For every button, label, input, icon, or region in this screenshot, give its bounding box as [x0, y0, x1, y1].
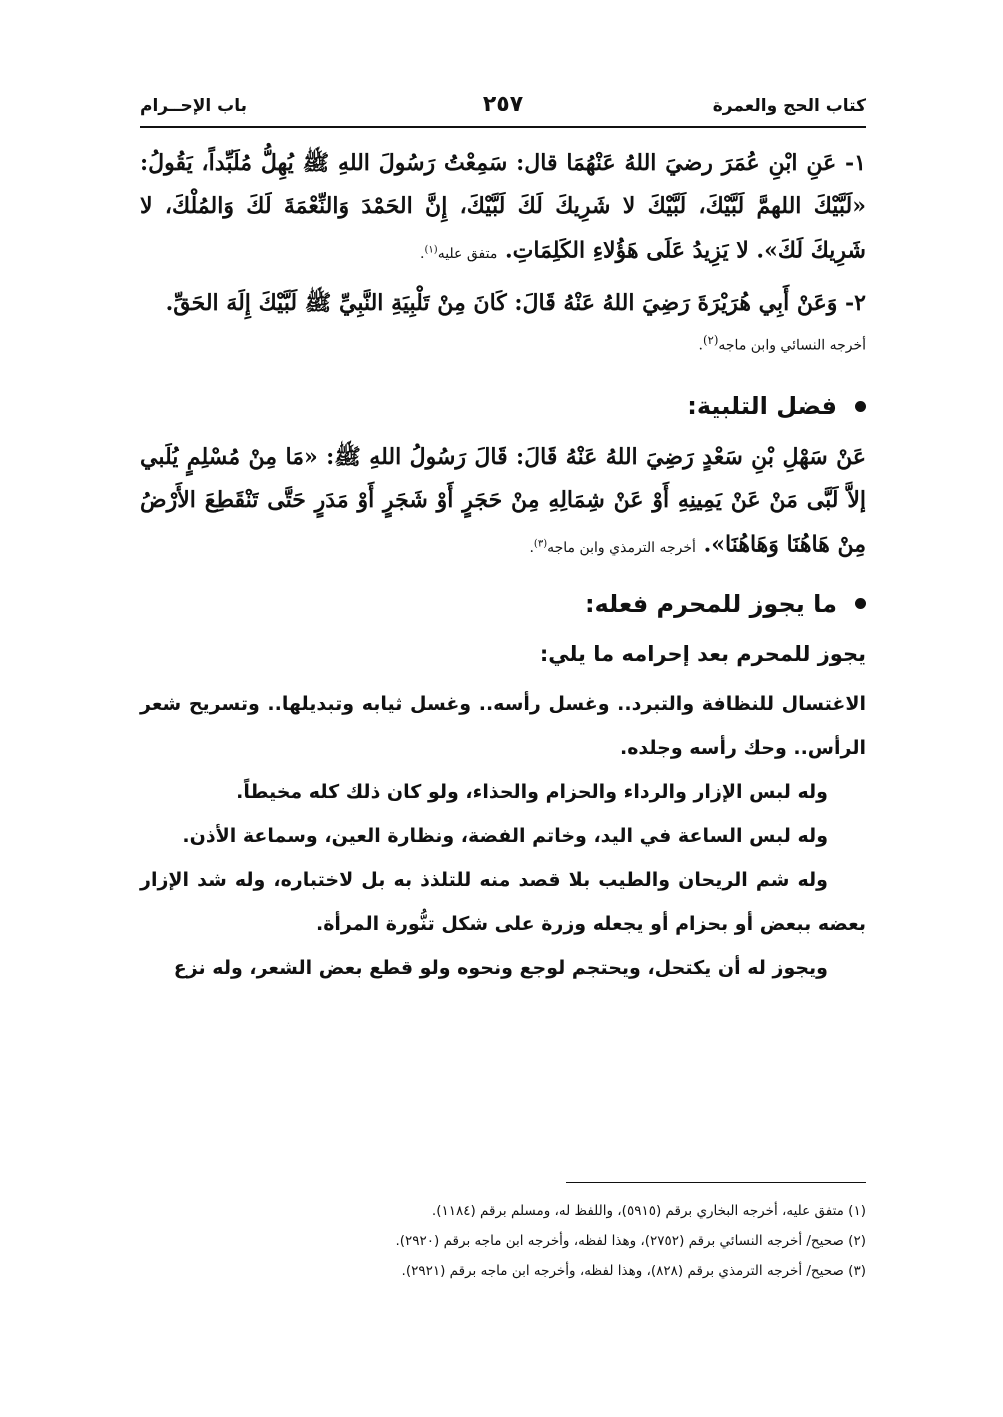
hadith-3	[140, 436, 866, 570]
paragraph-4: وله شم الريحان والطيب بلا قصد منه للتلذذ به بل لاختباره، وله شد الإزار بعضه ببعض أو بحزام أو يجعله وزرة على شكل تنُّورة المرأة.	[140, 868, 866, 935]
footnote-mark-2[interactable]: (٢)	[703, 332, 719, 347]
hadith-1-ref: متفق عليه$^{(١)}$.	[420, 244, 498, 262]
bullet-icon	[855, 598, 866, 609]
hadith-2-ref: أخرجه النسائي وابن ماجه$^{(٢)}$.	[698, 332, 866, 354]
footnotes	[140, 1196, 866, 1286]
book-title: كتاب الحج والعمرة	[712, 96, 866, 116]
hadith-1	[140, 142, 866, 276]
section-subtitle: يجوز للمحرم بعد إحرامه ما يلي:	[539, 641, 866, 666]
footnote-3: (٣) صحيح/ أخرجه الترمذي برقم (٨٢٨)، وهذا لفظه، وأخرجه ابن ماجه برقم (٢٩٢١).	[401, 1263, 866, 1279]
hadith-1-text: ١- عَنِ ابْنِ عُمَرَ رضيَ اللهُ عَنْهُمَا قال: سَمِعْتُ رَسُولَ اللهِ ﷺ يُهِلُّ مُلَبِّداً، يَقُولُ: «لَبَّيْكَ اللهمَّ لَبَّيْكَ، لَبَّيْكَ لا شَرِيكَ لَكَ لَبَّيْكَ، إِنَّ الحَمْدَ وَالنِّعْمَةَ لَكَ وَالمُلْكَ، لا شَرِيكَ لَكَ». لا يَزِيدُ عَلَى هَؤُلاءِ الكَلِمَاتِ.	[140, 150, 866, 264]
footnote-separator	[566, 1182, 866, 1183]
bullet-icon	[855, 401, 866, 412]
paragraph-5: ويجوز له أن يكتحل، ويحتجم لوجع ونحوه ولو قطع بعض الشعر، وله نزع	[173, 956, 828, 979]
footnote-2: (٢) صحيح/ أخرجه النسائي برقم (٢٧٥٢)، وهذا لفظه، وأخرجه ابن ماجه برقم (٢٩٢٠).	[395, 1233, 866, 1249]
page-content	[140, 142, 866, 990]
page-header	[140, 92, 866, 128]
section-title-virtue: فضل التلبية:	[687, 392, 837, 421]
hadith-3-ref-text: أخرجه الترمذي وابن ماجه	[547, 539, 696, 556]
paragraph-1: الاغتسال للنظافة والتبرد.. وغسل رأسه.. وغسل ثيابه وتبديلها.. وتسريح شعر الرأس.. وحك رأسه وجلده.	[140, 692, 866, 759]
footnote-mark-1[interactable]: (١)	[424, 244, 438, 255]
footnote-mark-3[interactable]: (٣)	[533, 538, 548, 550]
hadith-3-text: عَنْ سَهْلِ بْنِ سَعْدٍ رَضِيَ اللهُ عَنْهُ قَالَ: قَالَ رَسُولُ اللهِ ﷺ: «مَا مِنْ مُسْلِمٍ يُلَبي إلاَّ لَبَّى مَنْ عَنْ يَمِينِهِ أَوْ عَنْ شِمَالِهِ مِنْ حَجَرٍ أَوْ شَجَرٍ أَوْ مَدَرٍ حَتَّى تَنْقَطِعَ الأَرْضُ مِنْ هَاهُنَا وَهَاهُنَا».	[140, 444, 866, 558]
section-heading-virtue	[140, 386, 866, 426]
hadith-2	[140, 282, 866, 325]
page-number: ٢٥٧	[482, 92, 524, 117]
paragraph-2: وله لبس الإزار والرداء والحزام والحذاء، ولو كان ذلك كله مخيطاً.	[236, 780, 828, 803]
section-title-permitted: ما يجوز للمحرم فعله:	[584, 589, 837, 618]
section-heading-permitted	[140, 584, 866, 624]
hadith-1-ref-text: متفق عليه	[437, 245, 498, 262]
paragraph-3: وله لبس الساعة في اليد، وخاتم الفضة، ونظارة العين، وسماعة الأذن.	[182, 824, 828, 847]
hadith-2-text: ٢- وَعَنْ أَبِي هُرَيْرَةَ رَضِيَ اللهُ عَنْهُ قَالَ: كَانَ مِنْ تَلْبِيَةِ النَّبِيِّ ﷺ لَبَّيْكَ إِلَهَ الحَقِّ.	[165, 289, 866, 316]
hadith-2-ref-text: أخرجه النسائي وابن ماجه	[718, 337, 866, 354]
chapter-title: باب الإحــرام	[140, 96, 247, 116]
hadith-3-ref: أخرجه الترمذي وابن ماجه$^{(٣)}$.	[529, 538, 696, 556]
book-page	[140, 92, 866, 1322]
footnote-1: (١) متفق عليه، أخرجه البخاري برقم (٥٩١٥)، واللفظ له، ومسلم برقم (١١٨٤).	[431, 1203, 866, 1219]
